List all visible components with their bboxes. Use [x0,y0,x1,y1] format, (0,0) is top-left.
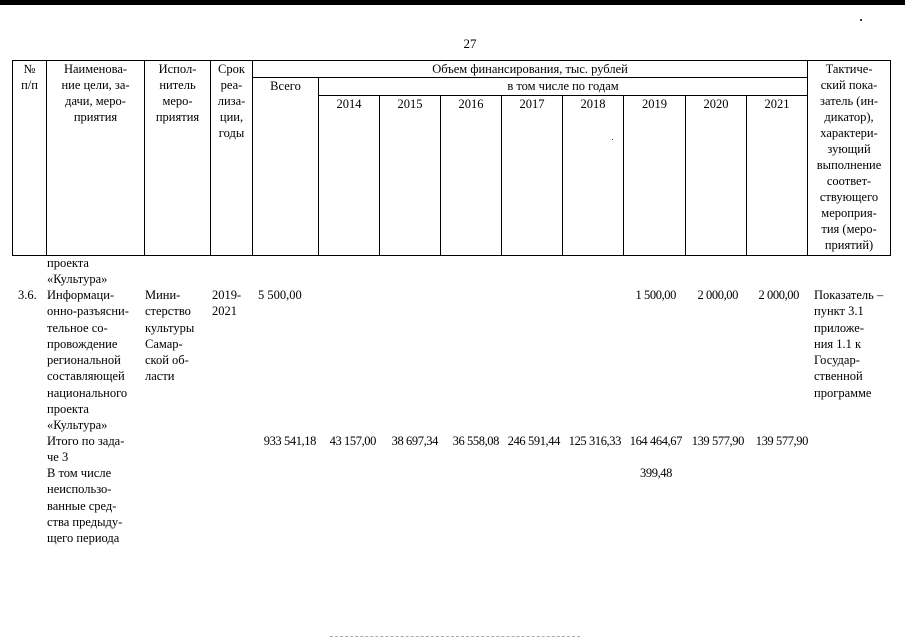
header-col-name: Наименова- ние цели, за- дачи, меро- приятия [47,61,145,256]
unused-funds-2019: 399,48 [640,466,672,480]
item-name: Информаци- онно-разъясни- тельное со- провождение региональной составляющей национального проекта «Культура» [47,288,129,433]
header-col-indicator: Тактиче- ский пока- затель (ин- дикатор), характери- зующий выполнение соответ- ствующего мероприя- тия (меро- приятий) [808,61,891,256]
header-year-2014: 2014 [319,96,380,256]
unused-funds-label: В том числе неиспользо- ванные сред- ства предыду- щего периода [47,466,123,546]
total-task-2015: 38 697,34 [391,434,438,448]
scan-speck [612,139,613,140]
total-task-2019: 164 464,67 [629,434,682,448]
top-border [0,0,905,5]
table-header [12,60,891,256]
total-task-2020: 139 577,90 [691,434,744,448]
total-task-2021: 139 577,90 [755,434,808,448]
scan-speck [860,19,862,21]
total-task-2014: 43 157,00 [329,434,376,448]
item-term: 2019- 2021 [212,288,242,319]
row-number: 3.6. [18,288,37,302]
total-task-label: Итого по зада- че 3 [47,434,125,465]
item-indicator: Показатель – пункт 3.1 приложе- ния 1.1 к Государ- ственной программе [814,288,884,400]
page-number: 27 [463,36,477,51]
total-task-2017: 246 591,44 [507,434,560,448]
header-col-by-years: в том числе по годам [319,78,808,96]
item-total: 5 500,00 [258,288,302,302]
header-col-executor: Испол- нитель меро- приятия [145,61,211,256]
item-2020: 2 000,00 [697,288,738,302]
header-col-total: Всего [253,78,319,256]
item-executor: Мини- стерство культуры Самар- ской об- ласти [145,288,195,384]
header-year-2019: 2019 [624,96,686,256]
header-year-2021: 2021 [747,96,808,256]
item-2021: 2 000,00 [758,288,799,302]
header-col-financing: Объем финансирования, тыс. рублей [253,61,808,78]
item-2019: 1 500,00 [635,288,676,302]
header-year-2018: 2018 [563,96,624,256]
header-year-2020: 2020 [686,96,747,256]
continuation-text: проекта «Культура» [47,256,108,287]
header-year-2016: 2016 [441,96,502,256]
header-col-term: Срок реа- лиза- ции, годы [211,61,253,256]
header-year-2015: 2015 [380,96,441,256]
scan-edge-mark [330,636,580,638]
total-task-2016: 36 558,08 [452,434,499,448]
total-task-sum: 933 541,18 [263,434,316,448]
total-task-2018: 125 316,33 [568,434,621,448]
header-col-no: № п/п [13,61,47,256]
header-year-2017: 2017 [502,96,563,256]
